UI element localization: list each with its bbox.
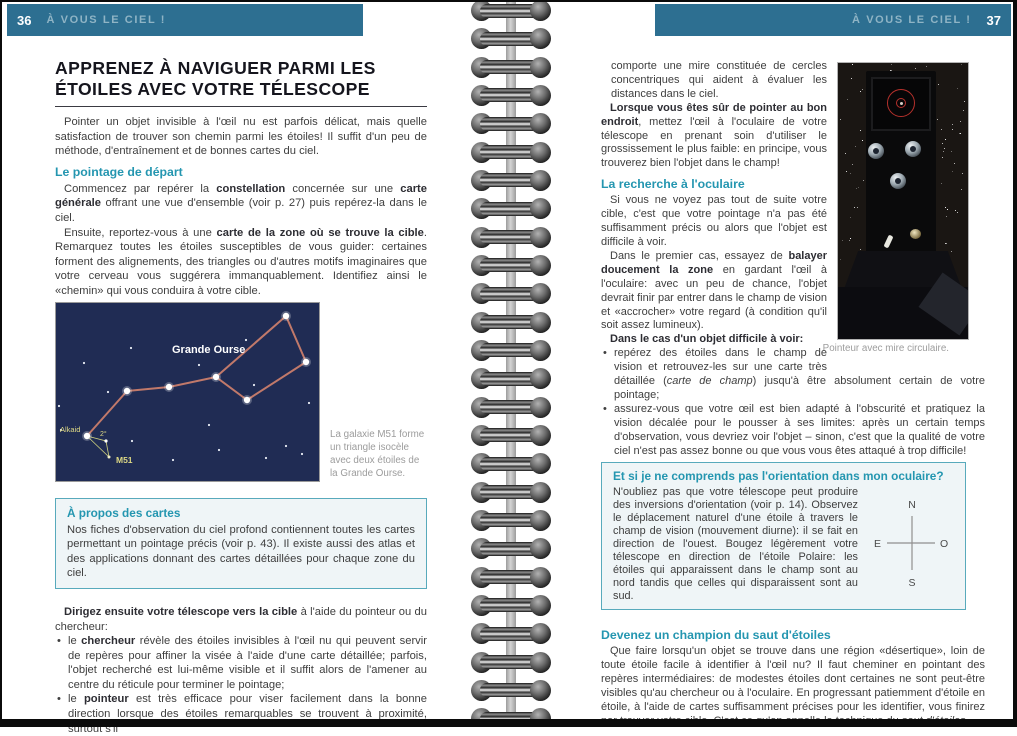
dipper-star <box>84 432 90 438</box>
background-star <box>253 383 255 385</box>
spiral-ring <box>471 312 551 333</box>
ring-ball <box>530 28 551 49</box>
metal-glint <box>910 229 921 239</box>
page-number-left: 36 <box>17 12 32 28</box>
spiral-ring <box>471 595 551 616</box>
ring-ball <box>530 595 551 616</box>
background-star <box>58 404 60 406</box>
spiral-ring <box>471 368 551 389</box>
ring-ball <box>530 255 551 276</box>
background-star <box>198 363 200 365</box>
spiral-ring <box>471 85 551 106</box>
spiral-ring <box>471 453 551 474</box>
constellation-label: Grande Ourse <box>172 343 246 356</box>
spiral-ring <box>471 283 551 304</box>
bullet-list <box>601 347 985 458</box>
ring-ball <box>530 113 551 134</box>
ring-ball <box>530 453 551 474</box>
paragraph: Dans le cas d'un objet difficile à voir: <box>610 333 804 346</box>
background-star <box>245 338 247 340</box>
spiral-ring <box>471 482 551 503</box>
reticle-center-dot <box>900 102 903 105</box>
compass-north-label: N <box>908 499 916 512</box>
ring-ball <box>530 340 551 361</box>
ring-ball <box>530 0 551 21</box>
m51-galaxy <box>108 455 111 458</box>
background-star <box>265 456 267 458</box>
spiral-ring <box>471 255 551 276</box>
spiral-ring <box>471 425 551 446</box>
m51-label: M51 <box>116 454 133 465</box>
spiral-ring <box>471 198 551 219</box>
compass-rose <box>874 490 954 590</box>
background-star <box>308 401 310 403</box>
box-body: N'oubliez pas que votre télescope peut produire des inversions d'orientation (voir p. 14). Observez le déplacement naturel d'une étoile à travers le champ de vision (mouvement diurne): il se fait en direction de l'ouest. Bougez légèrement votre télescope en direction de l'étoile Polaire: les étoiles qui apparaissent dans le champ sont au nord tandis que celles qui disparaissent sont au sud. <box>613 486 858 603</box>
box-heading: Et si je ne comprends pas l'orientation dans mon oculaire? <box>613 469 944 484</box>
ring-ball <box>530 312 551 333</box>
background-star <box>285 444 287 446</box>
ring-ball <box>530 538 551 559</box>
orientation-box <box>601 462 966 610</box>
background-star <box>83 361 85 363</box>
compass-west-label: O <box>940 538 949 551</box>
pointer-window <box>871 77 931 131</box>
title-rule <box>55 106 427 107</box>
spiral-binding <box>471 0 551 727</box>
bullet-item: • le chercheur révèle des étoiles invisibles à l'œil nu qui peuvent servir de repères pour affiner la visée à l'aide d'une carte détaillée; parfois, l'objet recherché est lui-même visible et il suffit alors de l'amener au centre du réticule pour terminer le pointage; <box>55 634 427 692</box>
article-title: APPRENEZ À NAVIGUER PARMI LES ÉTOILES AVEC VOTRE TÉLESCOPE <box>55 58 376 99</box>
dipper-star <box>166 383 172 389</box>
background-star <box>130 346 132 348</box>
spiral-ring <box>471 567 551 588</box>
paragraph: Lorsque vous êtes sûr de pointer au bon endroit, mettez l'œil à l'oculaire de votre télescope en prenant soin d'utiliser le grossissement le plus faible: en principe, vous trouverez bien l'objet dans le champ! <box>601 101 827 170</box>
continuation-paragraph: comporte une mire constituée de cercles concentriques qui aident à évaluer les distances dans le ciel. <box>611 60 827 100</box>
photo-caption: Pointeur avec mire circulaire. <box>822 343 949 354</box>
ring-ball <box>530 397 551 418</box>
spiral-ring <box>471 680 551 701</box>
background-star <box>301 452 303 454</box>
pointer-photo-figure <box>822 62 969 354</box>
ring-ball <box>530 567 551 588</box>
page-number-right: 37 <box>986 12 1001 28</box>
spiral-ring <box>471 510 551 531</box>
left-page-content <box>55 58 427 736</box>
ring-ball <box>530 623 551 644</box>
dipper-star <box>283 312 289 318</box>
reticle-icon <box>887 89 915 117</box>
bullet-item: • assurez-vous que votre œil est bien adapté à l'obscurité et pratiquez la vision décalée pour le pousser à ses limites: après un certain temps d'observation, vous devriez voir l'objet – sinon, c'est que la qualité de votre ciel n'est pas assez bonne ou que vous vous êtes attaqué à trop difficile! <box>601 403 985 459</box>
compass-east-label: E <box>874 538 882 551</box>
ring-ball <box>530 680 551 701</box>
section-heading-oculaire: La recherche à l'oculaire <box>601 177 745 192</box>
spiral-ring <box>471 397 551 418</box>
spine-strip <box>506 0 516 727</box>
ring-ball <box>530 170 551 191</box>
ring-ball <box>530 198 551 219</box>
right-page-content <box>601 60 985 729</box>
ring-ball <box>530 510 551 531</box>
pointer-photo <box>837 62 969 340</box>
box-body: Nos fiches d'observation du ciel profond contiennent toutes les cartes permettant un pointage précis (voir p. 43). Il existe aussi des atlas et des applications donnant des cartes détaillées pour chaque zone du ciel. <box>67 523 415 580</box>
paragraph: Que faire lorsqu'un objet se trouve dans une région «désertique», loin de toute étoile facile à identifier à l'œil nu? Il faut cheminer en pointant des repères intermédiaires: de modestes étoiles dont certaines ne sont peut-être visibles qu'au chercheur ou à l'oculaire. En progressant patiemment d'étoile en étoile, à l'aide de cartes suffisamment précises pour les identifier, vous finirez par trouver votre cible. C'est ce qu'on appelle la technique du saut d'étoiles. <box>601 645 985 727</box>
background-star <box>218 448 220 450</box>
screw-icon <box>905 141 921 157</box>
left-header-title: À VOUS LE CIEL ! <box>46 14 166 26</box>
section-heading-pointage: Le pointage de départ <box>55 164 183 179</box>
bullet-item: • repérez des étoiles dans le champ de vision et retrouvez-les sur une carte très détaillée (carte de champ) jusqu'à être absolument certain de votre pointage; <box>601 347 985 403</box>
screw-icon <box>868 143 884 159</box>
screw-icon <box>890 173 906 189</box>
left-page-header <box>7 4 363 36</box>
background-star <box>107 390 109 392</box>
dipper-star <box>124 387 130 393</box>
ring-ball <box>530 368 551 389</box>
spiral-ring <box>471 708 551 727</box>
ring-ball <box>530 227 551 248</box>
degree-label: 2° <box>100 430 107 438</box>
spiral-ring <box>471 538 551 559</box>
spiral-ring <box>471 623 551 644</box>
spiral-ring <box>471 28 551 49</box>
orientation-box-content <box>613 486 954 603</box>
ring-ball <box>530 708 551 727</box>
spiral-ring <box>471 0 551 21</box>
right-header-title: À VOUS LE CIEL ! <box>852 14 972 26</box>
compass-south-label: S <box>908 577 916 590</box>
ring-ball <box>530 283 551 304</box>
spiral-ring <box>471 227 551 248</box>
ring-ball <box>530 142 551 163</box>
ring-ball <box>530 425 551 446</box>
spiral-ring <box>471 142 551 163</box>
paragraph: Dans le premier cas, essayez de balayer doucement la zone en gardant l'œil à l'oculaire: avec un peu de chance, l'objet devrait finir par entrer dans le champ de vision et «accrocher» votre regard (à condition qu'il soit assez lumineux). <box>601 249 827 332</box>
chart-background <box>56 303 319 481</box>
section-heading-saut: Devenez un champion du saut d'étoiles <box>601 628 831 643</box>
intro-paragraph: Pointer un objet invisible à l'œil nu est parfois délicat, mais quelle satisfaction de trouver son chemin parmi les étoiles! Il suffit d'un peu de méthode, d'entraînement et de bonnes cartes du ciel. <box>55 116 427 158</box>
spiral-ring <box>471 340 551 361</box>
star-chart-svg <box>56 303 319 481</box>
ring-ball <box>530 85 551 106</box>
paragraph: Dirigez ensuite votre télescope vers la cible à l'aide du pointeur ou du chercheur: <box>55 605 427 633</box>
starfield-speckles <box>839 64 840 65</box>
ring-ball <box>530 652 551 673</box>
spiral-ring <box>471 170 551 191</box>
right-page-header <box>655 4 1011 36</box>
chart-caption: La galaxie M51 forme un triangle isocèle avec deux étoiles de la Grande Ourse. <box>330 428 425 479</box>
dipper-star <box>303 358 309 364</box>
triangle-star <box>104 439 107 442</box>
background-star <box>208 423 210 425</box>
box-heading: À propos des cartes <box>67 505 181 520</box>
dipper-star <box>213 373 219 379</box>
background-star <box>172 458 174 460</box>
paragraph: Commencez par repérer la constellation concernée sur une carte générale offrant une vue d'ensemble (voir p. 27) puis repérez-la dans le ciel. <box>55 182 427 224</box>
background-star <box>131 439 133 441</box>
dipper-star <box>244 396 250 402</box>
bullet-item: • le pointeur est très efficace pour viser facilement dans la bonne direction lorsque des étoiles remarquables se trouvent à proximité, surtout s'il <box>55 692 427 736</box>
paragraph: Ensuite, reportez-vous à une carte de la zone où se trouve la cible. Remarquez toutes les étoiles susceptibles de vous guider: certaines forment des alignements, des triangles ou d'autres motifs imaginaires que votre cerveau vous suggérera immanquablement. Identifiez ainsi le «chemin» qui vous conduira à votre cible. <box>55 226 427 297</box>
paragraph: Si vous ne voyez pas tout de suite votre cible, c'est que votre pointage n'a pas été suffisamment précis ou alors que l'objet est difficile à voir. <box>601 194 827 248</box>
spiral-ring <box>471 57 551 78</box>
ring-ball <box>530 57 551 78</box>
bullet-list <box>55 634 427 736</box>
about-maps-box <box>55 498 427 589</box>
ring-ball <box>530 482 551 503</box>
spiral-ring <box>471 113 551 134</box>
spiral-ring <box>471 652 551 673</box>
star-chart <box>55 302 320 482</box>
chart-row <box>55 302 427 482</box>
alkaid-label: Alkaid <box>60 424 81 434</box>
